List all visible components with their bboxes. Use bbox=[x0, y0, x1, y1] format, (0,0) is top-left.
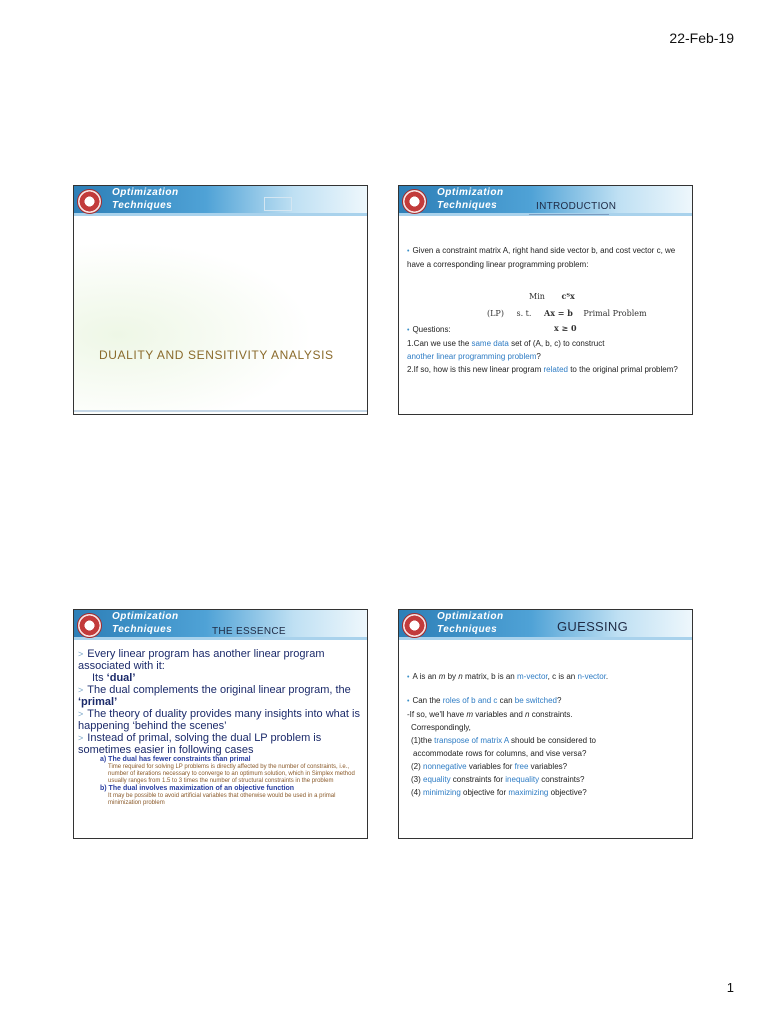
questions-label: • Questions: bbox=[407, 325, 451, 334]
math-primal-label: Primal Problem bbox=[583, 309, 647, 318]
math-lp-label: (LP) bbox=[487, 309, 504, 318]
math-st-label: s. t. bbox=[516, 309, 532, 318]
university-seal-icon bbox=[77, 189, 102, 214]
slide-title: DUALITY AND SENSITIVITY ANALYSIS bbox=[99, 348, 334, 362]
arrow-bullet-icon: > bbox=[78, 685, 84, 695]
math-nonneg-row: x ≥ 0 bbox=[554, 323, 577, 333]
university-seal-icon bbox=[402, 189, 427, 214]
slide-2 bbox=[398, 185, 693, 415]
slide-title: INTRODUCTION bbox=[536, 201, 617, 212]
bullet-4: > Instead of primal, solving the dual LP problem is sometimes easier in following cases bbox=[78, 732, 322, 756]
page-number: 1 bbox=[726, 980, 734, 995]
divider bbox=[74, 410, 367, 412]
intro-text: Given a constraint matrix A, right hand side vector b, and cost vector c, we have a corresponding linear programming problem: bbox=[407, 246, 676, 269]
header-brand-line1: Optimization bbox=[437, 187, 504, 198]
header-strip bbox=[74, 637, 367, 640]
line-equality: (3) equality constraints for inequality constraints? bbox=[411, 775, 585, 784]
university-seal-icon bbox=[77, 613, 102, 638]
bullet-icon: • bbox=[407, 327, 410, 334]
page-date: 22-Feb-19 bbox=[669, 30, 734, 46]
header-brand-line2: Techniques bbox=[437, 200, 498, 211]
math-constraint: Ax = b bbox=[543, 308, 573, 318]
case-a-text: Time required for solving LP problems is directly affected by the number of constraints, i.e., number of iterations necessary to converge to an optimum solution, which in Simplex method usually ranges from 1.5 to 3 times the number of structural constraints in the problem bbox=[108, 764, 355, 784]
bullet-icon: • bbox=[407, 674, 410, 681]
header-strip bbox=[74, 213, 367, 216]
math-min-row bbox=[529, 291, 575, 301]
header-brand-line2: Techniques bbox=[437, 624, 498, 635]
line-switch: • Can the roles of b and c can be switched? bbox=[407, 696, 562, 705]
case-a-label: a) The dual has fewer constraints than primal bbox=[100, 756, 251, 763]
header-brand-line2: Techniques bbox=[112, 624, 173, 635]
university-seal-icon bbox=[402, 613, 427, 638]
line-accommodate: accommodate rows for columns, and vise versa? bbox=[413, 749, 587, 758]
slide-body bbox=[407, 244, 686, 271]
slide-4 bbox=[398, 609, 693, 839]
bullet-icon: • bbox=[407, 248, 410, 255]
slide-title: THE ESSENCE bbox=[212, 626, 286, 637]
line-correspondingly: Correspondingly, bbox=[411, 723, 471, 732]
line-variables: -If so, we'll have m variables and n constraints. bbox=[407, 710, 573, 719]
line-dimensions: • A is an m by n matrix, b is an m-vector, c is an n-vector. bbox=[407, 672, 609, 681]
line-transpose: (1)the transpose of matrix A should be considered to bbox=[411, 736, 596, 745]
arrow-bullet-icon: > bbox=[78, 733, 84, 743]
bullet-3: > The theory of duality provides many insights into what is happening ‘behind the scenes’ bbox=[78, 708, 360, 732]
math-constraint-row bbox=[487, 308, 647, 318]
header-brand-line1: Optimization bbox=[437, 611, 504, 622]
question-1: 1.Can we use the same data set of (A, b, c) to construct another linear programming problem? bbox=[407, 339, 605, 361]
bullet-icon: • bbox=[407, 698, 410, 705]
intro-paragraph bbox=[407, 244, 686, 271]
bullet-2: > The dual complements the original linear program, the ‘primal’ bbox=[78, 684, 351, 708]
line-minimizing: (4) minimizing objective for maximizing objective? bbox=[411, 788, 587, 797]
questions-block bbox=[407, 323, 686, 376]
case-b-label: b) The dual involves maximization of an objective function bbox=[100, 785, 295, 792]
title-underline bbox=[529, 214, 609, 215]
header-brand-line2: Techniques bbox=[112, 200, 173, 211]
slide-title: GUESSING bbox=[557, 619, 629, 634]
decorative-frame-icon bbox=[264, 197, 292, 211]
header-strip bbox=[399, 637, 692, 640]
arrow-bullet-icon: > bbox=[78, 709, 84, 719]
slide-body bbox=[407, 670, 686, 799]
header-brand-line1: Optimization bbox=[112, 611, 179, 622]
header-brand-line1: Optimization bbox=[112, 187, 179, 198]
line-nonnegative: (2) nonnegative variables for free variables? bbox=[411, 762, 568, 771]
slide-body bbox=[78, 648, 363, 807]
question-2: 2.If so, how is this new linear program related to the original primal problem? bbox=[407, 365, 678, 374]
math-min-label: Min bbox=[529, 292, 545, 301]
bullet-1: > Every linear program has another linear program associated with it: Its ‘dual’ bbox=[78, 648, 325, 684]
arrow-bullet-icon: > bbox=[78, 649, 84, 659]
math-min-expr: cᵀx bbox=[561, 291, 575, 301]
slide-3 bbox=[73, 609, 368, 839]
slide-background bbox=[74, 216, 367, 414]
case-b-text: It may be possible to avoid artificial variables that otherwise would be used in a primal minimization problem bbox=[108, 793, 336, 806]
slide-1 bbox=[73, 185, 368, 415]
